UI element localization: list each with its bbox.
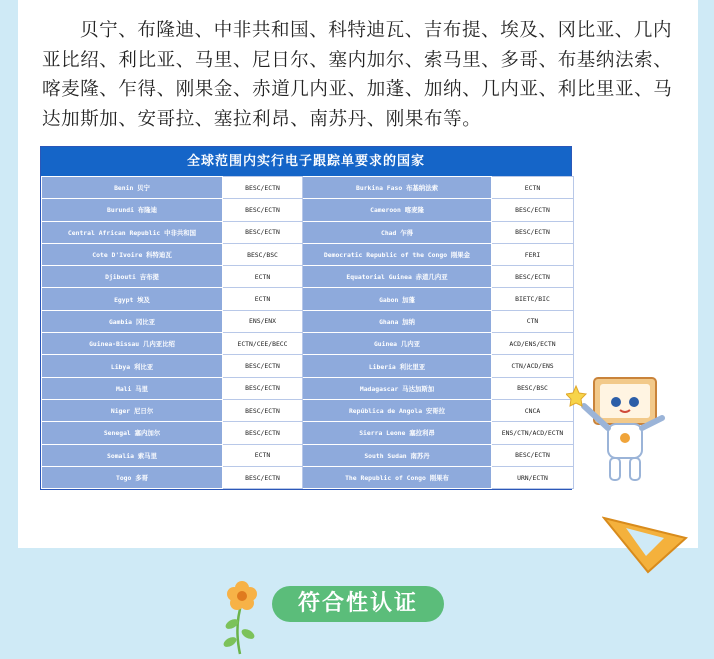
country-cell: Gambia 冈比亚	[42, 310, 223, 332]
mascot-illustration	[566, 366, 676, 486]
country-cell: Egypt 埃及	[42, 288, 223, 310]
requirement-cell: BESC/BSC	[492, 377, 574, 399]
requirement-cell: BESC/ECTN	[492, 199, 574, 221]
table-row	[42, 355, 574, 377]
requirement-cell: ACD/ENS/ECTN	[492, 333, 574, 355]
country-cell: Chad 乍得	[303, 221, 492, 243]
country-list-paragraph: 贝宁、布隆迪、中非共和国、科特迪瓦、吉布提、埃及、冈比亚、几内亚比绍、利比亚、马里、尼日尔、塞内加尔、索马里、多哥、布基纳法索、喀麦隆、乍得、刚果金、赤道几内亚、加蓬、加纳、几内亚、利比里亚、马达加斯加、安哥拉、塞拉利昂、南苏丹、刚果布等。	[42, 20, 673, 130]
requirement-cell: BESC/ECTN	[492, 444, 574, 466]
flower-icon	[212, 576, 272, 656]
country-cell: Madagascar 马达加斯加	[303, 377, 492, 399]
table-row	[42, 333, 574, 355]
country-cell: República de Angola 安哥拉	[303, 399, 492, 421]
requirement-cell: URN/ECTN	[492, 466, 574, 488]
country-cell: Togo 多哥	[42, 466, 223, 488]
requirement-cell: BESC/ECTN	[492, 266, 574, 288]
requirement-cell: CNCA	[492, 399, 574, 421]
country-cell: Benin 贝宁	[42, 177, 223, 199]
table-row	[42, 288, 574, 310]
requirement-cell: BESC/ECTN	[492, 221, 574, 243]
requirement-cell: CTN	[492, 310, 574, 332]
countries-table-body	[41, 176, 574, 489]
country-cell: Mali 马里	[42, 377, 223, 399]
country-cell: Guinea-Bissau 几内亚比绍	[42, 333, 223, 355]
table-row	[42, 221, 574, 243]
requirement-cell: ENS/ENX	[223, 310, 303, 332]
table-row	[42, 399, 574, 421]
country-cell: Gabon 加蓬	[303, 288, 492, 310]
requirement-cell: ECTN	[223, 444, 303, 466]
country-cell: Guinea 几内亚	[303, 333, 492, 355]
table-row	[42, 177, 574, 199]
requirement-cell: BESC/ECTN	[223, 377, 303, 399]
table-row	[42, 466, 574, 488]
country-cell: Senegal 塞内加尔	[42, 422, 223, 444]
requirement-cell: BESC/ECTN	[223, 422, 303, 444]
requirement-cell: ECTN	[492, 177, 574, 199]
country-cell: Equatorial Guinea 赤道几内亚	[303, 266, 492, 288]
triangle-ruler-icon	[602, 514, 688, 574]
country-cell: Cote D'Ivoire 科特迪瓦	[42, 243, 223, 265]
table-row	[42, 444, 574, 466]
country-cell: Cameroon 喀麦隆	[303, 199, 492, 221]
country-cell: South Sudan 南苏丹	[303, 444, 492, 466]
requirement-cell: BESC/ECTN	[223, 177, 303, 199]
table-row	[42, 266, 574, 288]
requirement-cell: BESC/ECTN	[223, 399, 303, 421]
country-cell: Burkina Faso 布基纳法索	[303, 177, 492, 199]
country-cell: Niger 尼日尔	[42, 399, 223, 421]
requirement-cell: CTN/ACD/ENS	[492, 355, 574, 377]
requirement-cell: BESC/ECTN	[223, 355, 303, 377]
requirement-cell: ECTN	[223, 288, 303, 310]
country-cell: Libya 利比亚	[42, 355, 223, 377]
requirement-cell: BESC/BSC	[223, 243, 303, 265]
country-cell: Djibouti 吉布提	[42, 266, 223, 288]
requirement-cell: FERI	[492, 243, 574, 265]
requirement-cell: ECTN	[223, 266, 303, 288]
table-row	[42, 199, 574, 221]
table-row	[42, 310, 574, 332]
country-cell: Burundi 布隆迪	[42, 199, 223, 221]
requirement-cell: BIETC/BIC	[492, 288, 574, 310]
countries-table	[40, 146, 572, 490]
requirement-cell: BESC/ECTN	[223, 199, 303, 221]
table-title: 全球范围内实行电子跟踪单要求的国家	[41, 147, 571, 176]
country-cell: Liberia 利比里亚	[303, 355, 492, 377]
country-cell: The Republic of Congo 刚果布	[303, 466, 492, 488]
country-cell: Sierra Leone 塞拉利昂	[303, 422, 492, 444]
table-row	[42, 422, 574, 444]
requirement-cell: ENS/CTN/ACD/ECTN	[492, 422, 574, 444]
table-row	[42, 243, 574, 265]
country-cell: Central African Republic 中非共和国	[42, 221, 223, 243]
table-row	[42, 377, 574, 399]
country-cell: Ghana 加纳	[303, 310, 492, 332]
requirement-cell: ECTN/CEE/BECC	[223, 333, 303, 355]
country-cell: Democratic Republic of the Congo 刚果金	[303, 243, 492, 265]
country-cell: Somalia 索马里	[42, 444, 223, 466]
requirement-cell: BESC/ECTN	[223, 221, 303, 243]
conformity-certification-badge: 符合性认证	[272, 586, 444, 622]
requirement-cell: BESC/ECTN	[223, 466, 303, 488]
